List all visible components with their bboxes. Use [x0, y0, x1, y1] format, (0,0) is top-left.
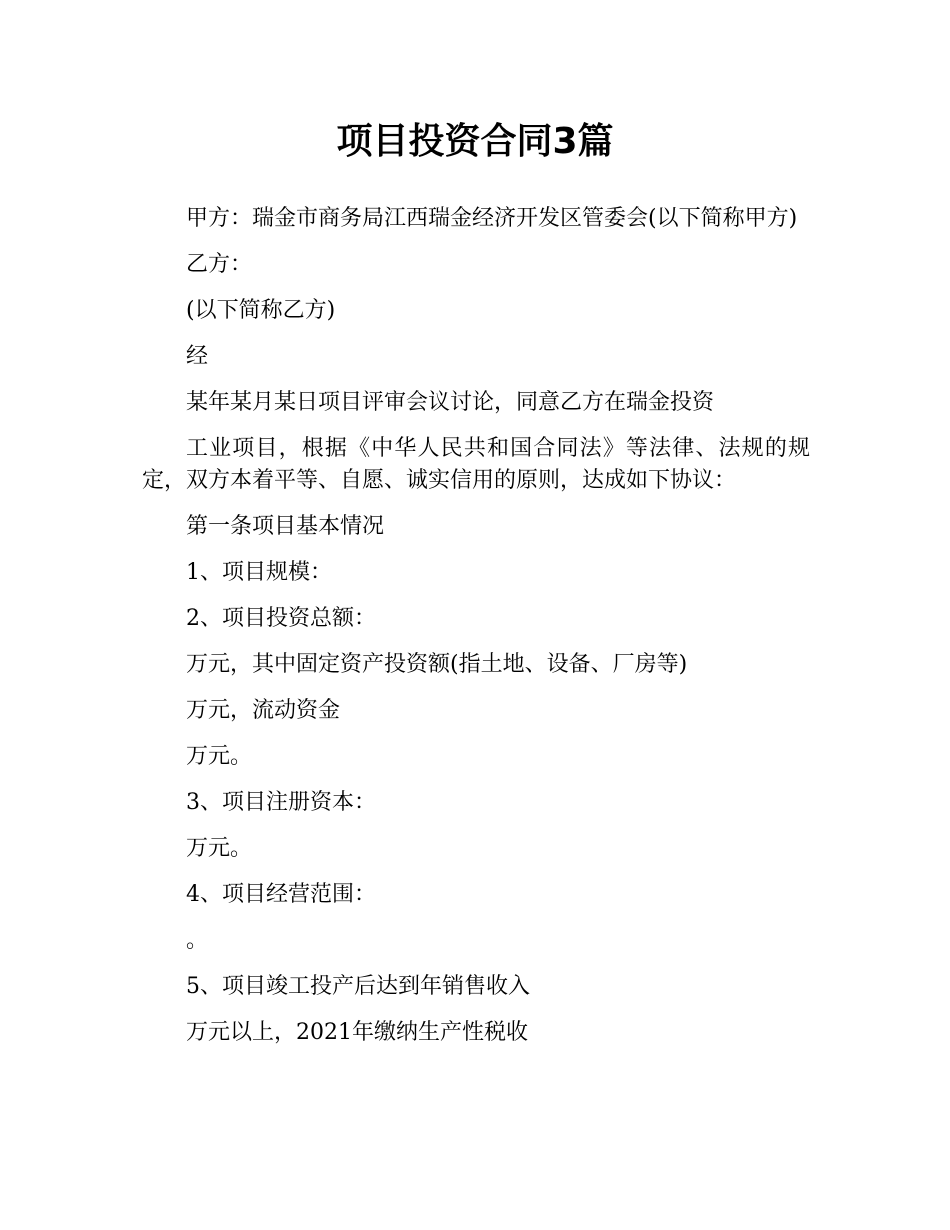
- paragraph-item-3: 3、项目注册资本：: [186, 790, 376, 815]
- paragraph-period: 。: [186, 928, 209, 953]
- paragraph-wan-yuan-2: 万元。: [186, 836, 253, 861]
- paragraph-legal-basis: 工业项目，根据《中华人民共和国合同法》等法律、法规的规定，双方本着平等、自愿、诚实信用的原则，达成如下协议：: [142, 436, 810, 493]
- paragraph-review-meeting: 某年某月某日项目评审会议讨论，同意乙方在瑞金投资: [186, 390, 715, 415]
- paragraph-fixed-assets: 万元，其中固定资产投资额(指土地、设备、厂房等): [186, 652, 688, 677]
- document-title: 项目投资合同3篇: [336, 121, 614, 162]
- paragraph-article-1: 第一条项目基本情况: [186, 514, 385, 539]
- document-body: [142, 203, 810, 1049]
- paragraph-working-capital: 万元，流动资金: [186, 698, 341, 723]
- paragraph-item-5: 5、项目竣工投产后达到年销售收入: [186, 974, 530, 999]
- paragraph-party-a: 甲方：瑞金市商务局江西瑞金经济开发区管委会(以下简称甲方): [186, 206, 798, 231]
- paragraph-jing: 经: [186, 344, 209, 369]
- paragraph-party-b: 乙方：: [186, 252, 253, 277]
- paragraph-item-1: 1、项目规模：: [186, 560, 332, 585]
- paragraph-item-2: 2、项目投资总额：: [186, 606, 376, 631]
- paragraph-party-b-alias: (以下简称乙方): [186, 298, 336, 323]
- paragraph-item-4: 4、项目经营范围：: [186, 882, 376, 907]
- paragraph-tax: 万元以上，2021年缴纳生产性税收: [186, 1020, 528, 1045]
- paragraph-wan-yuan-1: 万元。: [186, 744, 253, 769]
